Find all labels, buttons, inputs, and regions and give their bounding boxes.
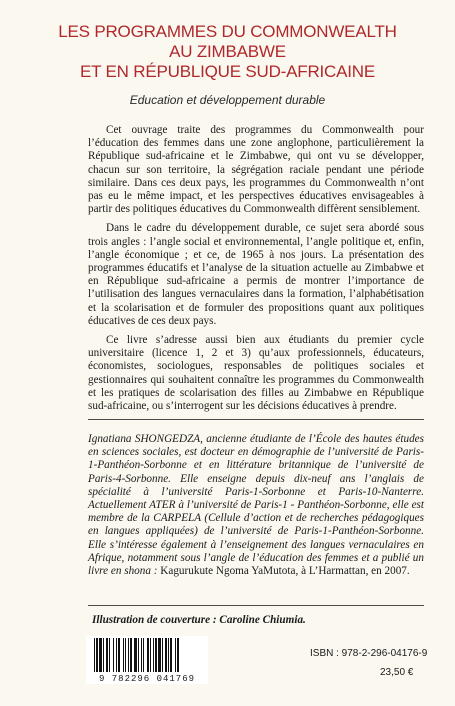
publisher-reference: , à L’Harmattan, en 2007. <box>295 565 410 578</box>
isbn: ISBN : 978-2-296-04176-9 <box>310 648 428 659</box>
cover-illustration-credit: Illustration de couverture : Caroline Chiumia. <box>92 614 306 626</box>
price: 23,50 € <box>380 667 414 678</box>
title-line-2: AU ZIMBABWE <box>169 42 286 61</box>
summary-paragraph-3: Ce livre s’adresse aussi bien aux étudiants du premier cycle universitaire (licence 1, 2 et 3) qu’aux professionnels, éducateurs, économistes, sociologues, responsables de politiques sociales et gestionnaires qui souhaitent connaître les programmes du Commonwealth et les pratiques de scolarisation des filles au Zimbabwe en République sud-africaine, ou s’interrogent sur les décisions éducatives à prendre. <box>88 334 424 413</box>
divider-top <box>88 419 424 420</box>
book-title <box>20 22 435 82</box>
author-name: Ignatiana SHONGEDZA <box>88 433 201 445</box>
book-subtitle: Education et développement durable <box>129 93 326 107</box>
summary-paragraph-2: Dans le cadre du développement durable, ce sujet sera abordé sous trois angles : l’angle social et environnemental, l’angle politique et, enfin, l’angle économique ; et ce, de 1965 à nos jours. La présentation des programmes éducatifs et l’analyse de la situation actuelle au Zimbabwe et en République sud-africaine a permis de montrer l’importance de l’utilisation des langues vernaculaires dans la formation, l’alphabétisation et la scolarisation et de formuler des propositions quant aux politiques éducatives de ces deux pays. <box>88 222 424 327</box>
divider-bottom <box>88 605 424 606</box>
barcode-digits: 9 782296 041769 <box>98 674 195 684</box>
author-bio-text: , ancienne étudiante de l’École des hautes études en sciences sociales, est docteur en démographie de l’université de Paris-1-Panthéon-Sorbonne et en littérature britannique de l’université de Paris-4-Sorbonne. Elle enseigne depuis dix-neuf ans l’anglais de spécialité à l’université Paris-1-Sorbonne et Paris-10-Nanterre. Actuellement ATER à l’université de Paris-1 - Panthéon-Sorbonne, elle est membre de la CARPELA (Cellule d’action et de recherches pédagogiques en langues appliquées) de l’université de Paris-1-Panthéon-Sorbonne. Elle s’intéresse également à l’enseignement des langues vernaculaires en Afrique, notamment sous l’angle de l’éducation des femmes et a publié un livre en shona : <box>88 433 424 578</box>
summary-text <box>88 124 424 419</box>
author-bio <box>88 433 424 578</box>
title-line-1: LES PROGRAMMES DU COMMONWEALTH <box>58 22 397 41</box>
title-line-3: ET EN RÉPUBLIQUE SUD-AFRICAINE <box>79 62 376 81</box>
summary-paragraph-1: Cet ouvrage traite des programmes du Commonwealth pour l’éducation des femmes dans une zone anglophone, particulièrement la République sud-africaine et le Zimbabwe, qui ont vu se développer, chacun sur son territoire, la ségrégation raciale pendant une période similaire. Dans ces deux pays, les programmes du Commonwealth n’ont pas eu le même impact, et les perspectives éducatives envisageables à partir des politiques éducatives du Commonwealth diffèrent sensiblement. <box>88 124 424 216</box>
barcode <box>86 636 208 684</box>
barcode-icon <box>94 638 200 674</box>
book-reference: Kagurukute Ngoma YaMutota <box>160 565 296 578</box>
